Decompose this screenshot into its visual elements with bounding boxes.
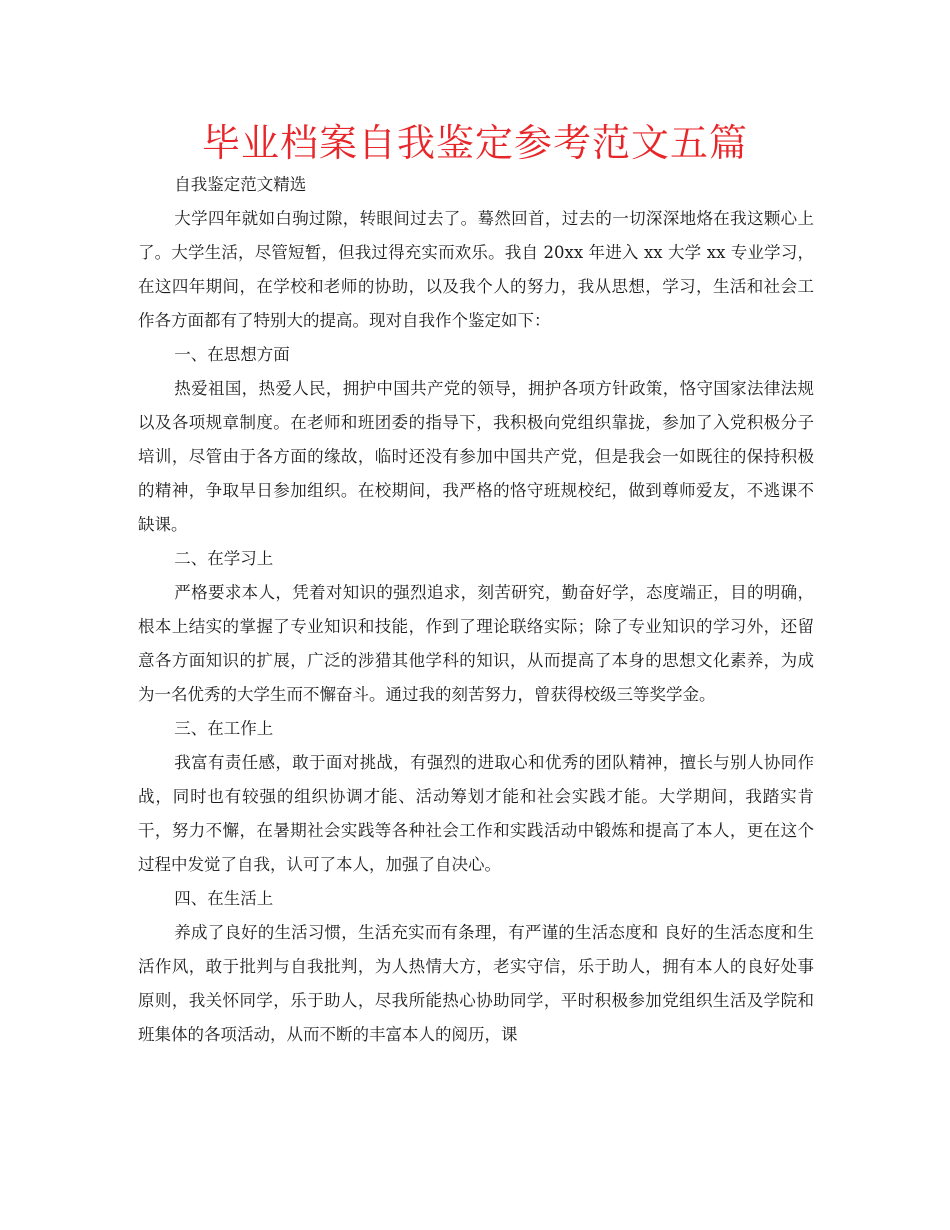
section-heading-work: 三、在工作上 <box>174 719 274 738</box>
paragraph-intro: 大学四年就如白驹过隙，转眼间过去了。蓦然回首，过去的一切深深地烙在我这颗心上了。大学生活，尽管短暂，但我过得充实而欢乐。我自 20xx 年进入 xx 大学 xx 专业学习，在这四年期间，在学校和老师的协助，以及我个人的努力，我从思想，学习，生活和社会工作各方面都有了特别大的提高。现对自我作个鉴定如下： <box>138 209 814 330</box>
section-heading-intro: 自我鉴定范文精选 <box>174 175 307 194</box>
paragraph-thought: 热爱祖国，热爱人民，拥护中国共产党的领导，拥护各项方针政策，恪守国家法律法规以及各项规章制度。在老师和班团委的指导下，我积极向党组织靠拢，参加了入党积极分子培训，尽管由于各方面的缘故，临时还没有参加中国共产党，但是我会一如既往的保持积极的精神，争取早日参加组织。在校期间，我严格的恪守班规校纪，做到尊师爱友，不逃课不缺课。 <box>138 379 814 534</box>
document-body <box>138 168 814 1052</box>
paragraph-life: 养成了良好的生活习惯，生活充实而有条理，有严谨的生活态度和 良好的生活态度和生活作风，敢于批判与自我批判，为人热情大方，老实守信，乐于助人，拥有本人的良好处事原则，我关怀同学，乐于助人，尽我所能热心协助同学，平时积极参加党组织生活及学院和班集体的各项活动，从而不断的丰富本人的阅历，课 <box>138 923 814 1044</box>
document-title: 毕业档案自我鉴定参考范文五篇 <box>201 121 748 165</box>
section-heading-thought: 一、在思想方面 <box>174 345 290 364</box>
paragraph-work: 我富有责任感，敢于面对挑战，有强烈的进取心和优秀的团队精神，擅长与别人协同作战，同时也有较强的组织协调才能、活动筹划才能和社会实践才能。大学期间，我踏实肯干，努力不懈，在暑期社会实践等各种社会工作和实践活动中锻炼和提高了本人，更在这个过程中发觉了自我，认可了本人，加强了自决心。 <box>138 753 814 874</box>
section-heading-life: 四、在生活上 <box>174 889 274 908</box>
section-heading-study: 二、在学习上 <box>174 549 274 568</box>
paragraph-study: 严格要求本人，凭着对知识的强烈追求，刻苦研究，勤奋好学，态度端正，目的明确，根本上结实的掌握了专业知识和技能，作到了理论联络实际；除了专业知识的学习外，还留意各方面知识的扩展，广泛的涉猎其他学科的知识，从而提高了本身的思想文化素养，为成为一名优秀的大学生而不懈奋斗。通过我的刻苦努力，曾获得校级三等奖学金。 <box>138 583 814 704</box>
